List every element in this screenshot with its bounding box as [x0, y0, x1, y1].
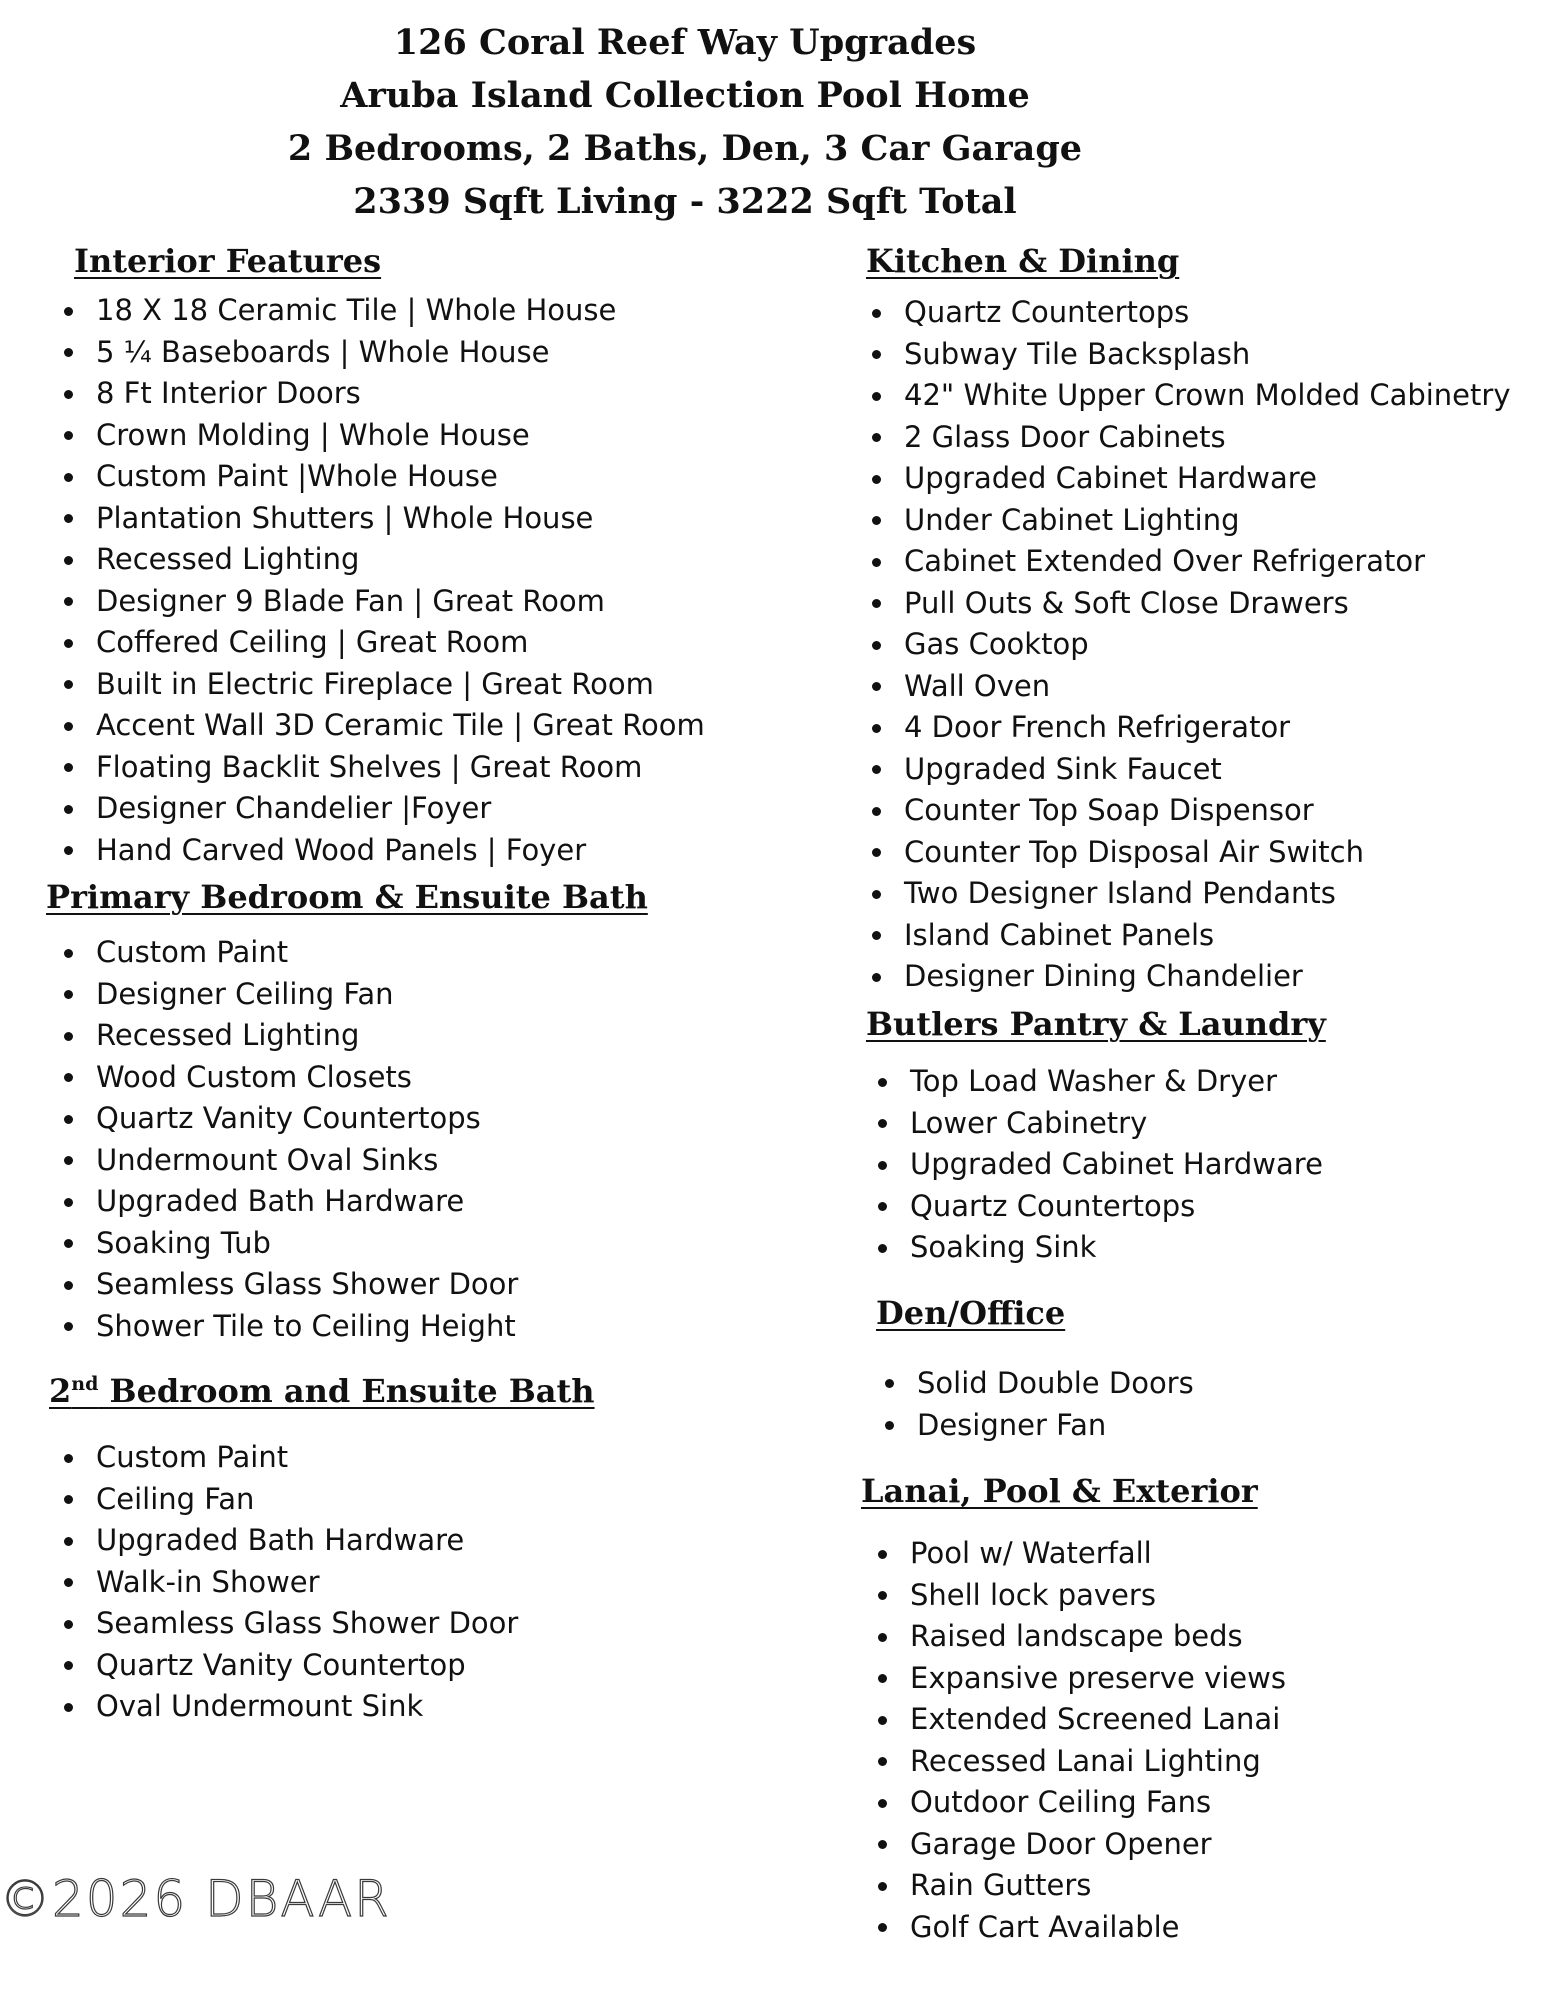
list-item: Accent Wall 3D Ceramic Tile | Great Room [62, 705, 705, 747]
list-item: Upgraded Cabinet Hardware [870, 458, 1510, 500]
list-item: 42" White Upper Crown Molded Cabinetry [870, 375, 1510, 417]
list-item: 18 X 18 Ceramic Tile | Whole House [62, 290, 705, 332]
kitchen-dining-list [870, 292, 1510, 998]
header-subtitle: Aruba Island Collection Pool Home [340, 75, 1030, 116]
list-item: Cabinet Extended Over Refrigerator [870, 541, 1510, 583]
list-item: Wood Custom Closets [62, 1057, 518, 1099]
list-item: Counter Top Soap Dispensor [870, 790, 1510, 832]
list-item: Recessed Lighting [62, 1015, 518, 1057]
list-item: Golf Cart Available [876, 1907, 1286, 1949]
list-item: Pool w/ Waterfall [876, 1533, 1286, 1575]
list-item: Rain Gutters [876, 1865, 1286, 1907]
list-item: Extended Screened Lanai [876, 1699, 1286, 1741]
list-item: Undermount Oval Sinks [62, 1140, 518, 1182]
list-item: Oval Undermount Sink [62, 1686, 518, 1728]
list-item: Under Cabinet Lighting [870, 500, 1510, 542]
list-item: Subway Tile Backsplash [870, 334, 1510, 376]
second-bedroom-list [62, 1437, 518, 1728]
list-item: Built in Electric Fireplace | Great Room [62, 664, 705, 706]
list-item: Upgraded Cabinet Hardware [876, 1144, 1323, 1186]
header-title: 126 Coral Reef Way Upgrades [393, 22, 977, 63]
list-item: Expansive preserve views [876, 1658, 1286, 1700]
list-item: 4 Door French Refrigerator [870, 707, 1510, 749]
list-item: Quartz Countertops [870, 292, 1510, 334]
second-bedroom-title-text: Bedroom and Ensuite Bath [109, 1372, 595, 1410]
list-item: Shower Tile to Ceiling Height [62, 1306, 518, 1348]
second-bedroom-title-number: 2 [49, 1372, 72, 1410]
list-item: Raised landscape beds [876, 1616, 1286, 1658]
list-item: Solid Double Doors [883, 1362, 1194, 1404]
list-item: Custom Paint [62, 932, 518, 974]
list-item: Lower Cabinetry [876, 1103, 1323, 1145]
butlers-pantry-list [876, 1061, 1323, 1269]
list-item: Outdoor Ceiling Fans [876, 1782, 1286, 1824]
list-item: Quartz Vanity Countertops [62, 1098, 518, 1140]
list-item: Wall Oven [870, 666, 1510, 708]
list-item: Pull Outs & Soft Close Drawers [870, 583, 1510, 625]
header-sqft: 2339 Sqft Living - 3222 Sqft Total [353, 181, 1017, 222]
list-item: Walk-in Shower [62, 1562, 518, 1604]
list-item: Seamless Glass Shower Door [62, 1603, 518, 1645]
list-item: Quartz Vanity Countertop [62, 1645, 518, 1687]
list-item: 2 Glass Door Cabinets [870, 417, 1510, 459]
list-item: Island Cabinet Panels [870, 915, 1510, 957]
list-item: Coffered Ceiling | Great Room [62, 622, 705, 664]
list-item: Top Load Washer & Dryer [876, 1061, 1323, 1103]
second-bedroom-title-suffix: nd [71, 1373, 99, 1395]
header-rooms: 2 Bedrooms, 2 Baths, Den, 3 Car Garage [287, 128, 1083, 169]
list-item: Designer 9 Blade Fan | Great Room [62, 581, 705, 623]
list-item: Gas Cooktop [870, 624, 1510, 666]
second-bedroom-title [49, 1371, 595, 1411]
butlers-pantry-title: Butlers Pantry & Laundry [866, 1005, 1326, 1043]
list-item: Upgraded Sink Faucet [870, 749, 1510, 791]
copyright-watermark: ©2026 DBAAR [0, 1870, 391, 1928]
list-item: Designer Fan [883, 1404, 1194, 1446]
list-item: Designer Chandelier |Foyer [62, 788, 705, 830]
list-item: Soaking Sink [876, 1227, 1323, 1269]
list-item: Quartz Countertops [876, 1186, 1323, 1228]
den-office-title: Den/Office [876, 1294, 1066, 1332]
list-item: Recessed Lanai Lighting [876, 1741, 1286, 1783]
list-item: Floating Backlit Shelves | Great Room [62, 747, 705, 789]
list-item: Shell lock pavers [876, 1575, 1286, 1617]
list-item: Counter Top Disposal Air Switch [870, 832, 1510, 874]
list-item: Custom Paint [62, 1437, 518, 1479]
list-item: Custom Paint |Whole House [62, 456, 705, 498]
page-header [0, 16, 1370, 228]
list-item: Garage Door Opener [876, 1824, 1286, 1866]
list-item: Two Designer Island Pendants [870, 873, 1510, 915]
list-item: Upgraded Bath Hardware [62, 1181, 518, 1223]
interior-features-list [62, 290, 705, 871]
primary-bedroom-title: Primary Bedroom & Ensuite Bath [46, 878, 648, 916]
interior-features-title: Interior Features [74, 242, 382, 280]
list-item: Ceiling Fan [62, 1479, 518, 1521]
list-item: Seamless Glass Shower Door [62, 1264, 518, 1306]
list-item: Recessed Lighting [62, 539, 705, 581]
lanai-pool-list [876, 1533, 1286, 1948]
list-item: Upgraded Bath Hardware [62, 1520, 518, 1562]
lanai-pool-title: Lanai, Pool & Exterior [861, 1472, 1258, 1510]
kitchen-dining-title: Kitchen & Dining [866, 242, 1180, 280]
primary-bedroom-list [62, 932, 518, 1347]
list-item: Designer Dining Chandelier [870, 956, 1510, 998]
list-item: Soaking Tub [62, 1223, 518, 1265]
list-item: Plantation Shutters | Whole House [62, 498, 705, 540]
list-item: 8 Ft Interior Doors [62, 373, 705, 415]
list-item: Designer Ceiling Fan [62, 974, 518, 1016]
den-office-list [883, 1362, 1194, 1446]
list-item: Hand Carved Wood Panels | Foyer [62, 830, 705, 872]
list-item: Crown Molding | Whole House [62, 415, 705, 457]
list-item: 5 ¼ Baseboards | Whole House [62, 332, 705, 374]
